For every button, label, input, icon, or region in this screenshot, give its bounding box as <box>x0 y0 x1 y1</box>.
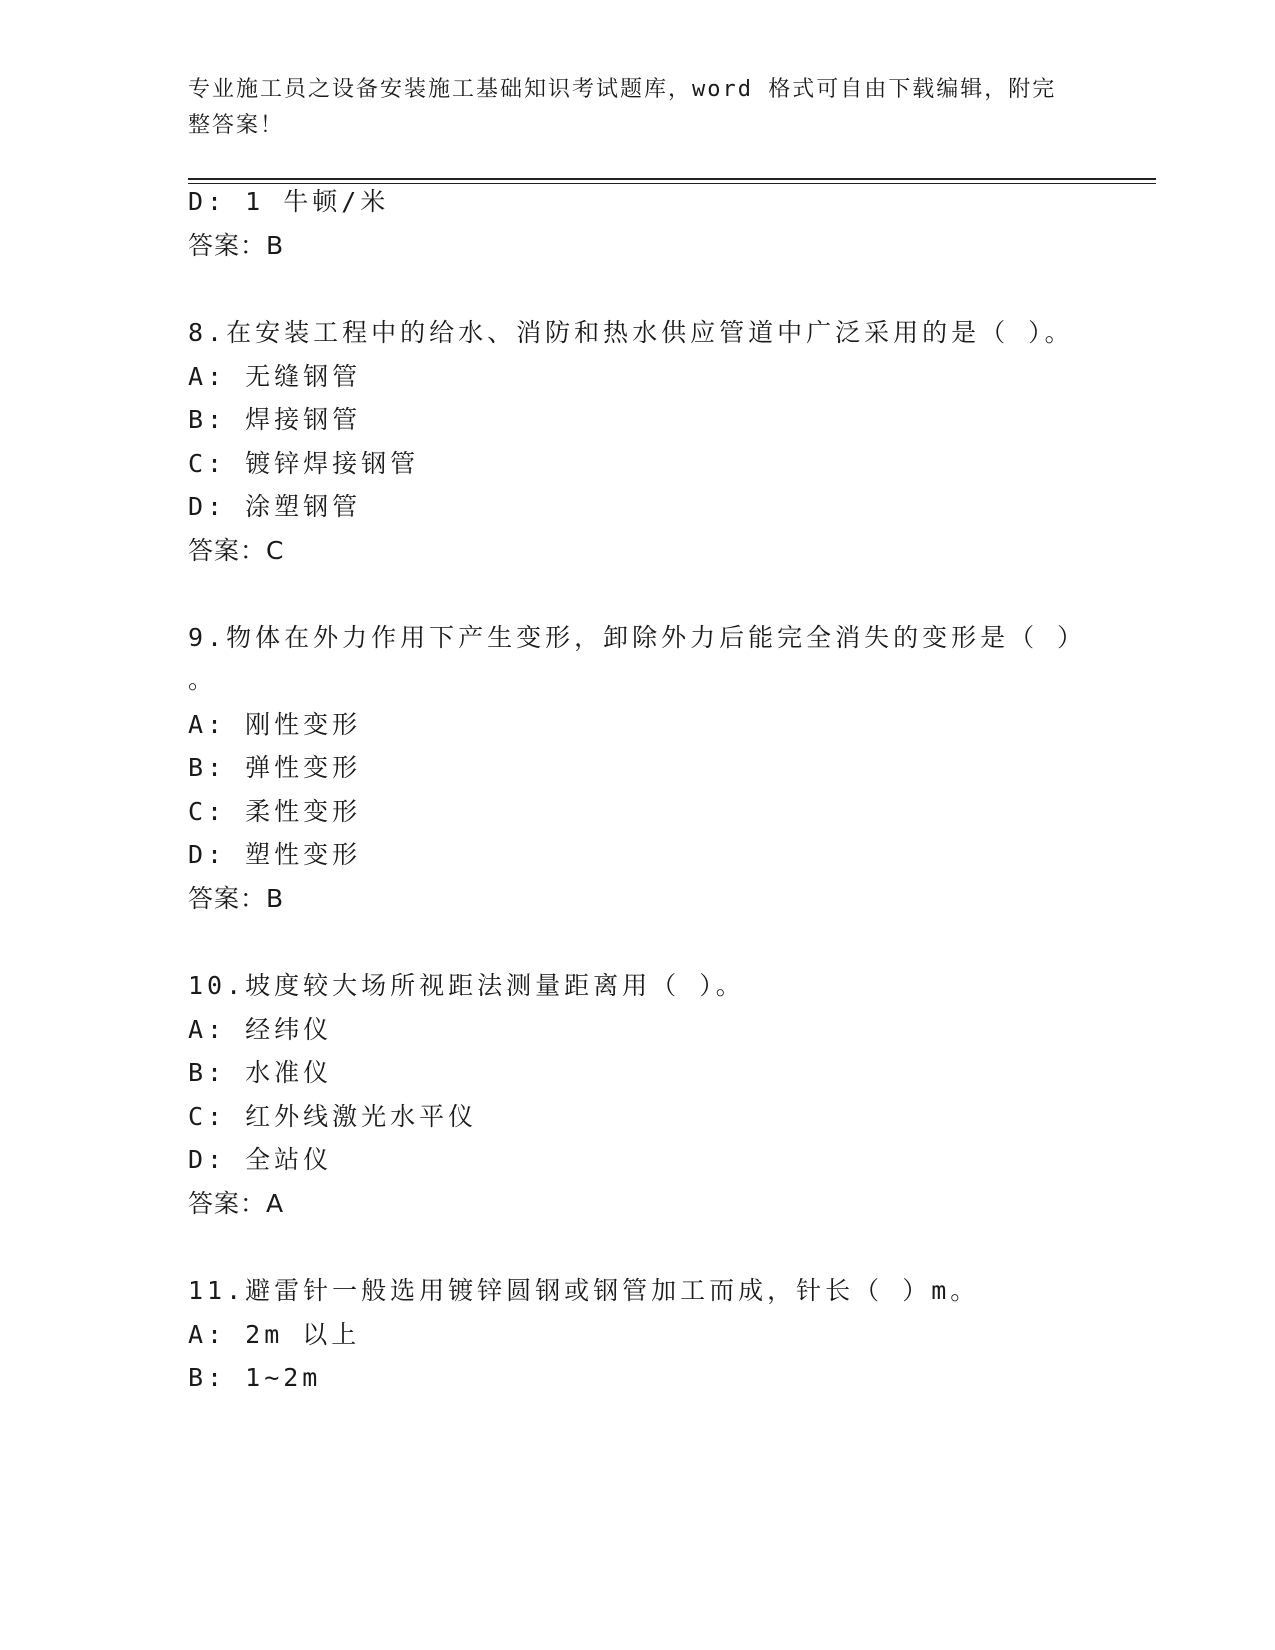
question-8-stem: 8.在安装工程中的给水、消防和热水供应管道中广泛采用的是（ ）。 <box>188 318 1074 347</box>
question-8-option-d: D: 涂塑钢管 <box>188 492 362 521</box>
question-10-option-d: D: 全站仪 <box>188 1145 333 1174</box>
question-10-stem: 10.坡度较大场所视距法测量距离用（ ）。 <box>188 971 745 1000</box>
question-9-stem-continued: 。 <box>188 665 218 694</box>
question-9-stem: 9.物体在外力作用下产生变形，卸除外力后能完全消失的变形是（ ） <box>188 623 1087 652</box>
question-9-answer: 答案：B <box>188 884 285 913</box>
header-line-2: 整答案！ <box>188 113 285 138</box>
question-9-option-b: B: 弹性变形 <box>188 753 362 782</box>
question-8-answer: 答案：C <box>188 536 285 565</box>
prev-answer: 答案：B <box>188 231 285 260</box>
question-8-option-c: C: 镀锌焊接钢管 <box>188 449 420 478</box>
question-9-option-d: D: 塑性变形 <box>188 840 362 869</box>
question-11-stem: 11.避雷针一般选用镀锌圆钢或钢管加工而成，针长（ ）m。 <box>188 1276 980 1305</box>
header-divider-thin <box>188 183 1156 184</box>
question-9-option-a: A: 刚性变形 <box>188 710 362 739</box>
question-10-option-b: B: 水准仪 <box>188 1058 333 1087</box>
question-10-answer: 答案：A <box>188 1189 285 1218</box>
question-10-option-a: A: 经纬仪 <box>188 1015 333 1044</box>
document-header <box>188 72 1068 144</box>
question-11-option-a: A: 2m 以上 <box>188 1320 361 1349</box>
header-divider-thick <box>188 178 1156 180</box>
question-9-option-c: C: 柔性变形 <box>188 797 362 826</box>
question-8-option-b: B: 焊接钢管 <box>188 405 362 434</box>
question-11-option-b: B: 1~2m <box>188 1363 322 1392</box>
prev-option-d: D: 1 牛顿/米 <box>188 187 390 216</box>
question-8-option-a: A: 无缝钢管 <box>188 362 362 391</box>
header-line-1: 专业施工员之设备安装施工基础知识考试题库，word 格式可自由下载编辑，附完 <box>188 77 1057 102</box>
question-10-option-c: C: 红外线激光水平仪 <box>188 1102 478 1131</box>
